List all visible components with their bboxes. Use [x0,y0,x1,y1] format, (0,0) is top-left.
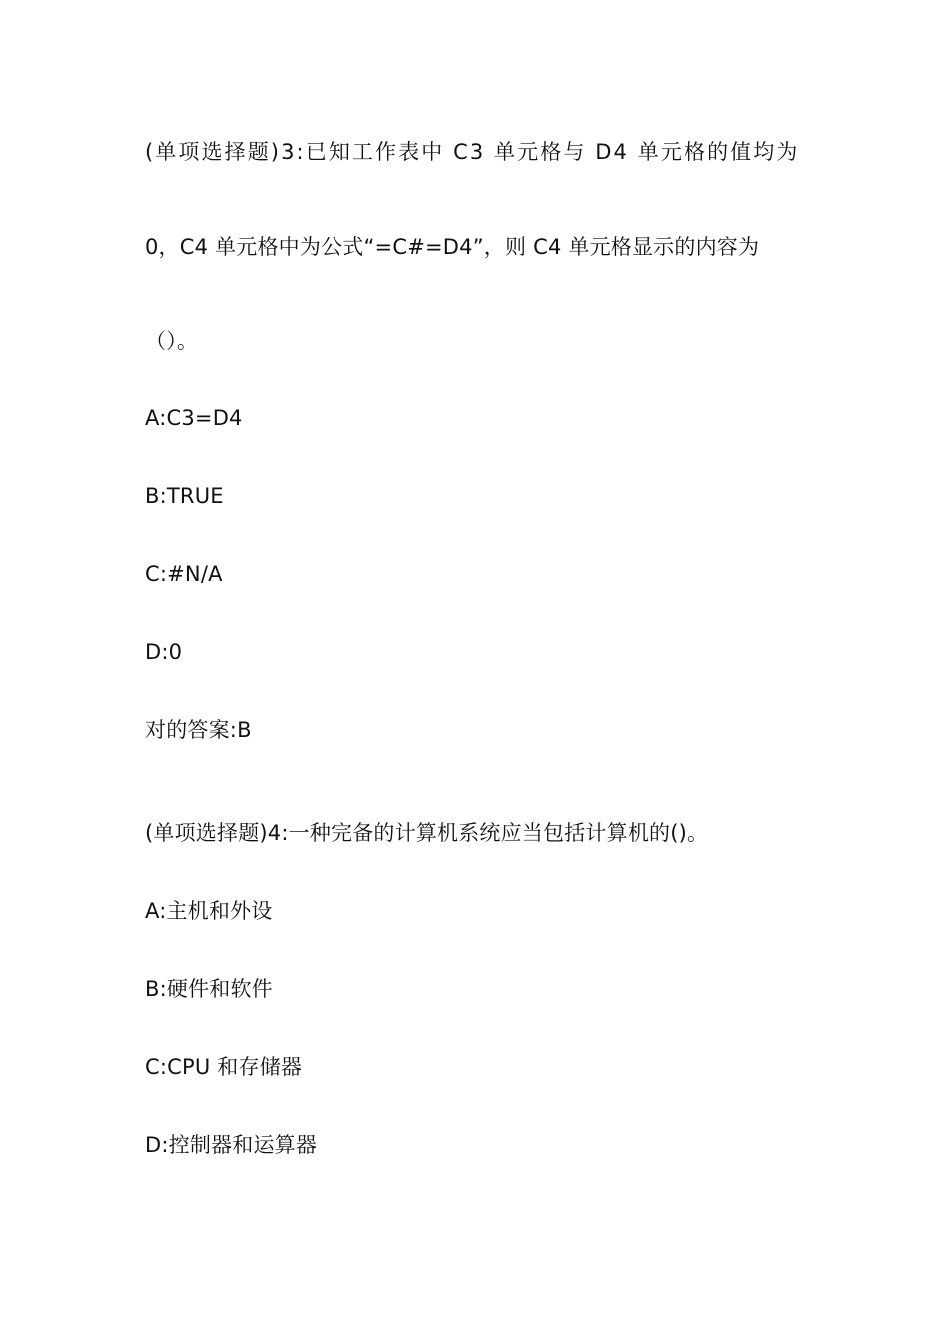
q4-option-a: A:主机和外设 [145,899,273,923]
q3-option-c: C:#N/A [145,562,223,586]
q3-option-b: B:TRUE [145,484,224,508]
q3-option-a: A:C3=D4 [145,406,243,430]
q4-option-d: D:控制器和运算器 [145,1133,318,1157]
q4-option-c: C:CPU 和存储器 [145,1055,303,1079]
q3-answer: 对的答案:B [145,718,252,742]
q4-option-b: B:硬件和软件 [145,977,273,1001]
q4-question: (单项选择题)4:一种完备的计算机系统应当包括计算机的()。 [145,821,709,845]
q3-question-line-2: 0，C4 单元格中为公式“=C#=D4”，则 C4 单元格显示的内容为 [145,235,760,259]
q3-question-line-1: (单项选择题)3:已知工作表中 C3 单元格与 D4 单元格的值均为 [145,140,800,164]
q3-option-d: D:0 [145,640,183,664]
q3-question-line-3: （）。 [145,329,199,353]
